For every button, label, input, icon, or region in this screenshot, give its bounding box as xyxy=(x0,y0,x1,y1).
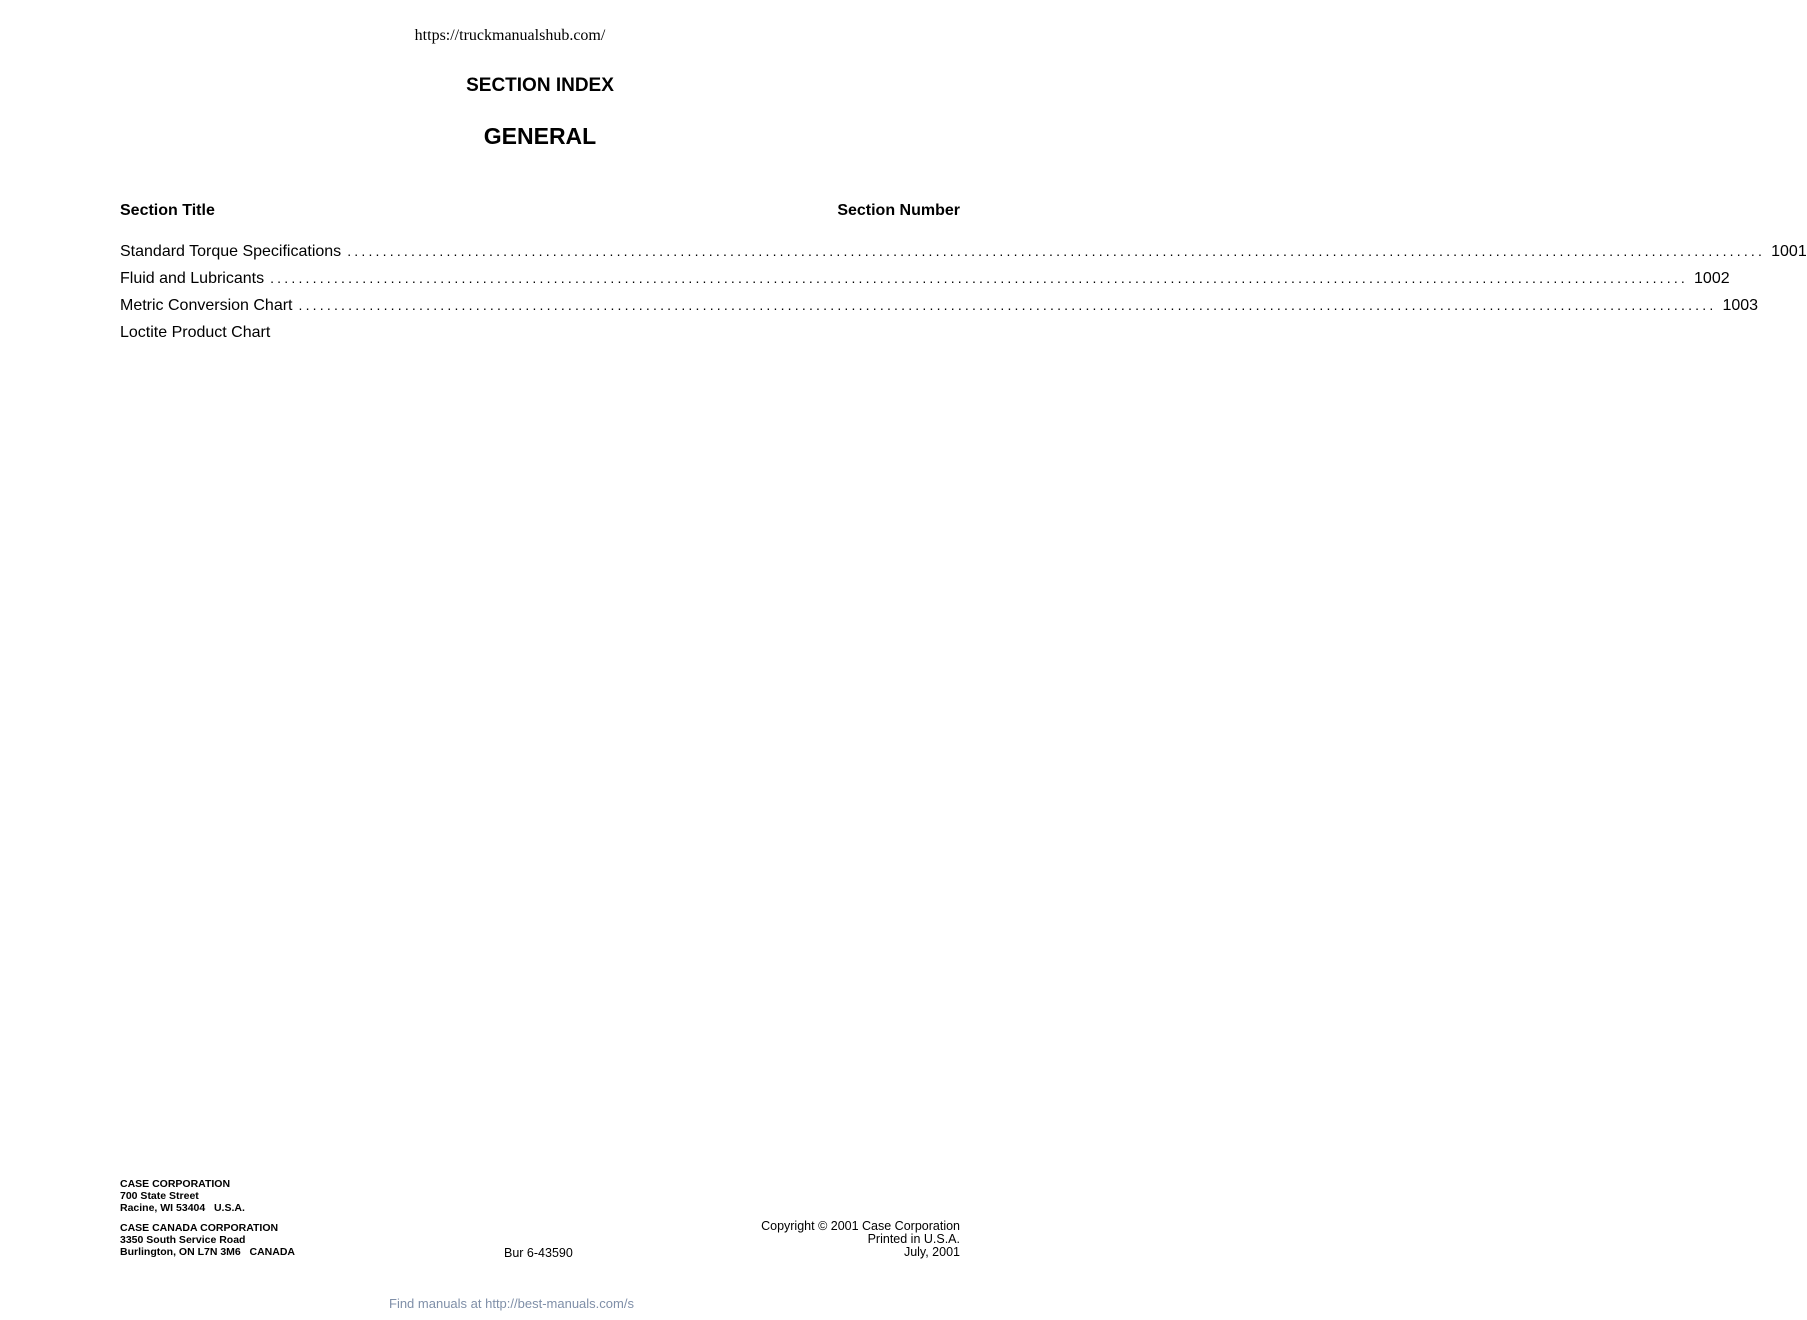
company-name: CASE CORPORATION xyxy=(120,1178,231,1190)
address-line: Burlington, ON L7N 3M6 CANADA xyxy=(120,1246,295,1258)
dot-leader: ........................................................................................................................................................................................................ xyxy=(270,270,1689,286)
dot-leader: ........................................................................................................................................................................................................ xyxy=(298,297,1717,313)
page-heading: SECTION INDEX xyxy=(466,75,614,96)
address-canada xyxy=(120,1222,295,1258)
section-number: 1001 xyxy=(1771,243,1807,260)
source-url[interactable]: https://truckmanualshub.com/ xyxy=(414,27,606,44)
column-header-title: Section Title xyxy=(120,202,215,219)
section-list xyxy=(120,243,1807,351)
copyright-block xyxy=(761,1220,960,1259)
footer-link[interactable]: Find manuals at http://best-manuals.com/s xyxy=(389,1296,634,1311)
part-number: Bur 6-43590 xyxy=(504,1246,573,1260)
address-us xyxy=(120,1178,245,1214)
address-line: 3350 South Service Road xyxy=(120,1234,246,1246)
section-title: Metric Conversion Chart xyxy=(120,297,293,314)
section-title: Standard Torque Specifications xyxy=(120,243,342,260)
section-row[interactable] xyxy=(120,243,1807,270)
section-number: 1003 xyxy=(1722,297,1759,314)
print-date: July, 2001 xyxy=(903,1245,960,1259)
section-title: Loctite Product Chart xyxy=(120,324,271,341)
address-line: Racine, WI 53404 U.S.A. xyxy=(120,1202,245,1214)
company-name: CASE CANADA CORPORATION xyxy=(120,1222,279,1234)
section-title: Fluid and Lubricants xyxy=(120,270,265,287)
section-number: 1002 xyxy=(1694,270,1730,287)
section-row[interactable] xyxy=(120,270,1730,297)
column-header-number: Section Number xyxy=(837,202,960,219)
page-subheading: GENERAL xyxy=(483,123,597,149)
copyright-line: Copyright © 2001 Case Corporation xyxy=(761,1219,960,1233)
address-line: 700 State Street xyxy=(120,1190,199,1202)
section-row[interactable] xyxy=(120,324,960,351)
section-row[interactable] xyxy=(120,297,1759,324)
dot-leader: ........................................................................................................................................................................................................ xyxy=(347,243,1766,259)
column-headers xyxy=(120,202,960,220)
printed-in: Printed in U.S.A. xyxy=(867,1232,960,1246)
